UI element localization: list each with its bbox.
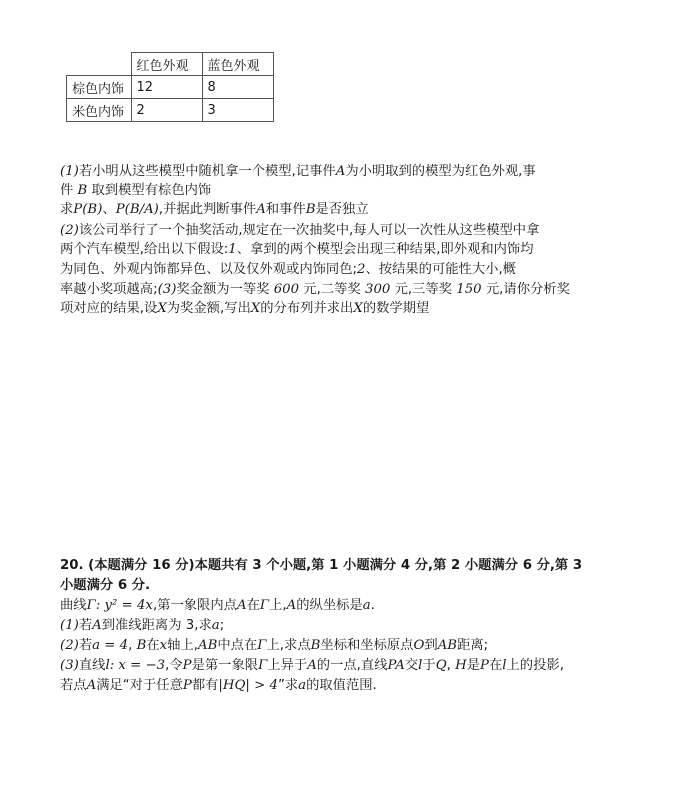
p20-text: ,令 bbox=[165, 658, 183, 673]
q2-text: 两个汽车模型,给出以下假设: bbox=[60, 242, 229, 257]
math-var: a bbox=[362, 598, 371, 613]
p20-text: 坐标和坐标原点 bbox=[320, 638, 414, 653]
p20-heading-line1: 20. (本题满分 16 分)本题共有 3 个小题,第 1 小题满分 4 分,第 2 小题满分 6 分,第 3 bbox=[60, 558, 583, 573]
math-var: A bbox=[286, 598, 297, 613]
q1-text: 为小明取到的模型为红色外观,事 bbox=[345, 164, 536, 179]
p20-q2-number: (2) bbox=[60, 638, 79, 653]
p20-text: 距离; bbox=[457, 638, 489, 653]
math-var: X bbox=[353, 301, 363, 316]
math-var: AB bbox=[198, 638, 218, 653]
p20-text: 到准线距离为 3,求 bbox=[101, 618, 212, 633]
q1-text: 、 bbox=[102, 202, 116, 217]
math-expr: l: x = −3 bbox=[105, 658, 166, 673]
q1-line3 bbox=[60, 200, 369, 220]
table-row bbox=[67, 99, 274, 122]
math-var: A bbox=[86, 678, 97, 693]
math-var: B bbox=[305, 202, 316, 217]
model-count-table bbox=[66, 52, 274, 122]
q1-line2 bbox=[60, 181, 211, 201]
p20-q3-line1 bbox=[60, 656, 564, 676]
math-var: Q bbox=[435, 658, 447, 673]
p20-heading-line2: 小题满分 6 分. bbox=[60, 578, 151, 593]
p20-text: , bbox=[128, 638, 137, 653]
q1-text: 求 bbox=[60, 202, 74, 217]
cell-brown-blue: 8 bbox=[202, 76, 273, 99]
row-label-brown-interior: 棕色内饰 bbox=[67, 76, 132, 99]
q1-text: 件 bbox=[60, 183, 78, 198]
table-row bbox=[67, 76, 274, 99]
q2-text: 项对应的结果,设 bbox=[60, 301, 158, 316]
p20-text: 上,求点 bbox=[266, 638, 311, 653]
q2-line3 bbox=[60, 260, 516, 280]
math-var: B bbox=[310, 638, 321, 653]
math-var: l bbox=[418, 658, 423, 673]
p20-text: 若 bbox=[78, 618, 93, 633]
p20-text: 曲线 bbox=[60, 598, 87, 613]
p20-text: 上的投影, bbox=[506, 658, 564, 673]
math-var: AB bbox=[437, 638, 458, 653]
math-var: PA bbox=[387, 658, 405, 673]
header-red-exterior: 红色外观 bbox=[131, 53, 202, 76]
p20-text: 是 bbox=[466, 658, 480, 673]
row-label-beige-interior: 米色内饰 bbox=[67, 99, 132, 122]
q2-text: 为奖金额,写出 bbox=[166, 301, 251, 316]
p20-q1-number: (1) bbox=[60, 618, 79, 633]
p20-text: 在 bbox=[146, 638, 160, 653]
math-var: P bbox=[480, 658, 489, 673]
math-var: P bbox=[182, 658, 192, 673]
p20-statement bbox=[60, 596, 375, 616]
math-expr: a = 4 bbox=[92, 638, 129, 653]
p20-text: 都有 bbox=[191, 678, 219, 693]
q2-text: 奖金额为一等奖 bbox=[176, 282, 274, 297]
p20-q2 bbox=[60, 636, 488, 656]
math-expr: |HQ| > 4 bbox=[218, 678, 278, 693]
p20-q3-number: (3) bbox=[60, 658, 79, 673]
p20-text: 在 bbox=[488, 658, 503, 673]
q1-line1 bbox=[60, 162, 536, 182]
math-var: A bbox=[236, 598, 247, 613]
q2-text: 1 bbox=[228, 242, 237, 257]
p20-text: 的取值范围. bbox=[306, 678, 377, 693]
math-var: X bbox=[157, 301, 167, 316]
q1-text: 若小明从这些模型中随机拿一个模型,记事件 bbox=[78, 164, 336, 179]
q2-text: 的分布列并求出 bbox=[260, 301, 354, 316]
prize-amount: 600 bbox=[273, 282, 300, 297]
q1-number: (1) bbox=[60, 164, 79, 179]
q2-line5 bbox=[60, 299, 429, 319]
math-var: A bbox=[307, 658, 317, 673]
math-var: H bbox=[455, 658, 467, 673]
q2-text: 、拿到的两个模型会出现三种结果,即外观和内饰均 bbox=[236, 242, 534, 257]
q2-text: (3) bbox=[157, 282, 177, 297]
math-expr: P(B) bbox=[73, 202, 103, 217]
p20-text: , bbox=[446, 658, 456, 673]
p20-text: ”求 bbox=[277, 678, 299, 693]
p20-text: . bbox=[370, 598, 375, 613]
q2-number: (2) bbox=[60, 223, 79, 238]
prize-amount: 300 bbox=[364, 282, 391, 297]
p20-text: 的纵坐标是 bbox=[296, 598, 363, 613]
q2-text: 元,请你分析奖 bbox=[481, 282, 570, 297]
table-header-row bbox=[67, 53, 274, 76]
q2-text: 为同色、外观内饰都异色、以及仅外观或内饰同色; bbox=[60, 262, 358, 277]
q2-text: 2 bbox=[357, 262, 366, 277]
p20-text: 上, bbox=[269, 598, 287, 613]
math-var: Γ bbox=[257, 638, 267, 653]
table-corner-cell bbox=[67, 53, 132, 76]
p20-text: 满足“对于任意 bbox=[96, 678, 183, 693]
p20-text: 上异于 bbox=[267, 658, 308, 673]
p20-text: ; bbox=[219, 618, 225, 633]
math-var: l bbox=[502, 658, 507, 673]
p20-text: 若 bbox=[78, 638, 93, 653]
p20-text: 到 bbox=[424, 638, 438, 653]
q1-text: ,并据此判断事件 bbox=[158, 202, 257, 217]
prize-amount: 150 bbox=[456, 282, 482, 297]
p20-text: ,第一象限内点 bbox=[152, 598, 237, 613]
q2-line4 bbox=[60, 280, 570, 300]
p20-text: 在 bbox=[246, 598, 260, 613]
math-var: Γ bbox=[259, 598, 270, 613]
p20-text: 直线 bbox=[78, 658, 106, 673]
math-var: x bbox=[159, 638, 168, 653]
math-var: A bbox=[92, 618, 102, 633]
cell-brown-red: 12 bbox=[131, 76, 202, 99]
q2-text: 的数学期望 bbox=[362, 301, 430, 316]
p20-q1 bbox=[60, 616, 224, 636]
header-blue-exterior: 蓝色外观 bbox=[202, 53, 273, 76]
q2-line2 bbox=[60, 240, 534, 260]
math-var: O bbox=[413, 638, 425, 653]
q2-text: 、按结果的可能性大小,概 bbox=[365, 262, 516, 277]
math-var: a bbox=[211, 618, 220, 633]
q2-line1 bbox=[60, 221, 539, 241]
p20-text: 的一点,直线 bbox=[316, 658, 388, 673]
q1-text: 是否独立 bbox=[315, 202, 369, 217]
q1-text: 和事件 bbox=[265, 202, 306, 217]
q2-text: 率越小奖项越高; bbox=[60, 282, 158, 297]
cell-beige-blue: 3 bbox=[202, 99, 273, 122]
math-var: B bbox=[77, 183, 88, 198]
math-expr: Γ: y² = 4x bbox=[86, 598, 153, 613]
q1-text: 取到模型有棕色内饰 bbox=[87, 183, 212, 198]
math-var: X bbox=[250, 301, 261, 316]
math-var: P bbox=[182, 678, 192, 693]
math-var: B bbox=[136, 638, 147, 653]
math-var: A bbox=[335, 164, 346, 179]
p20-text: 于 bbox=[422, 658, 436, 673]
math-var: A bbox=[256, 202, 266, 217]
q2-text: 元,二等奖 bbox=[299, 282, 365, 297]
p20-text: 中点在 bbox=[217, 638, 258, 653]
p20-q3-line2 bbox=[60, 676, 377, 696]
cell-beige-red: 2 bbox=[131, 99, 202, 122]
q2-text: 元,三等奖 bbox=[390, 282, 457, 297]
q2-text: 该公司举行了一个抽奖活动,规定在一次抽奖中,每人可以一次性从这些模型中拿 bbox=[78, 223, 540, 238]
math-var: a bbox=[298, 678, 307, 693]
p20-text: 轴上, bbox=[167, 638, 198, 653]
p20-text: 若点 bbox=[60, 678, 87, 693]
math-var: Γ bbox=[258, 658, 268, 673]
p20-text: 是第一象限 bbox=[191, 658, 259, 673]
p20-text: 交 bbox=[404, 658, 419, 673]
math-expr: P(B/A) bbox=[115, 202, 159, 217]
